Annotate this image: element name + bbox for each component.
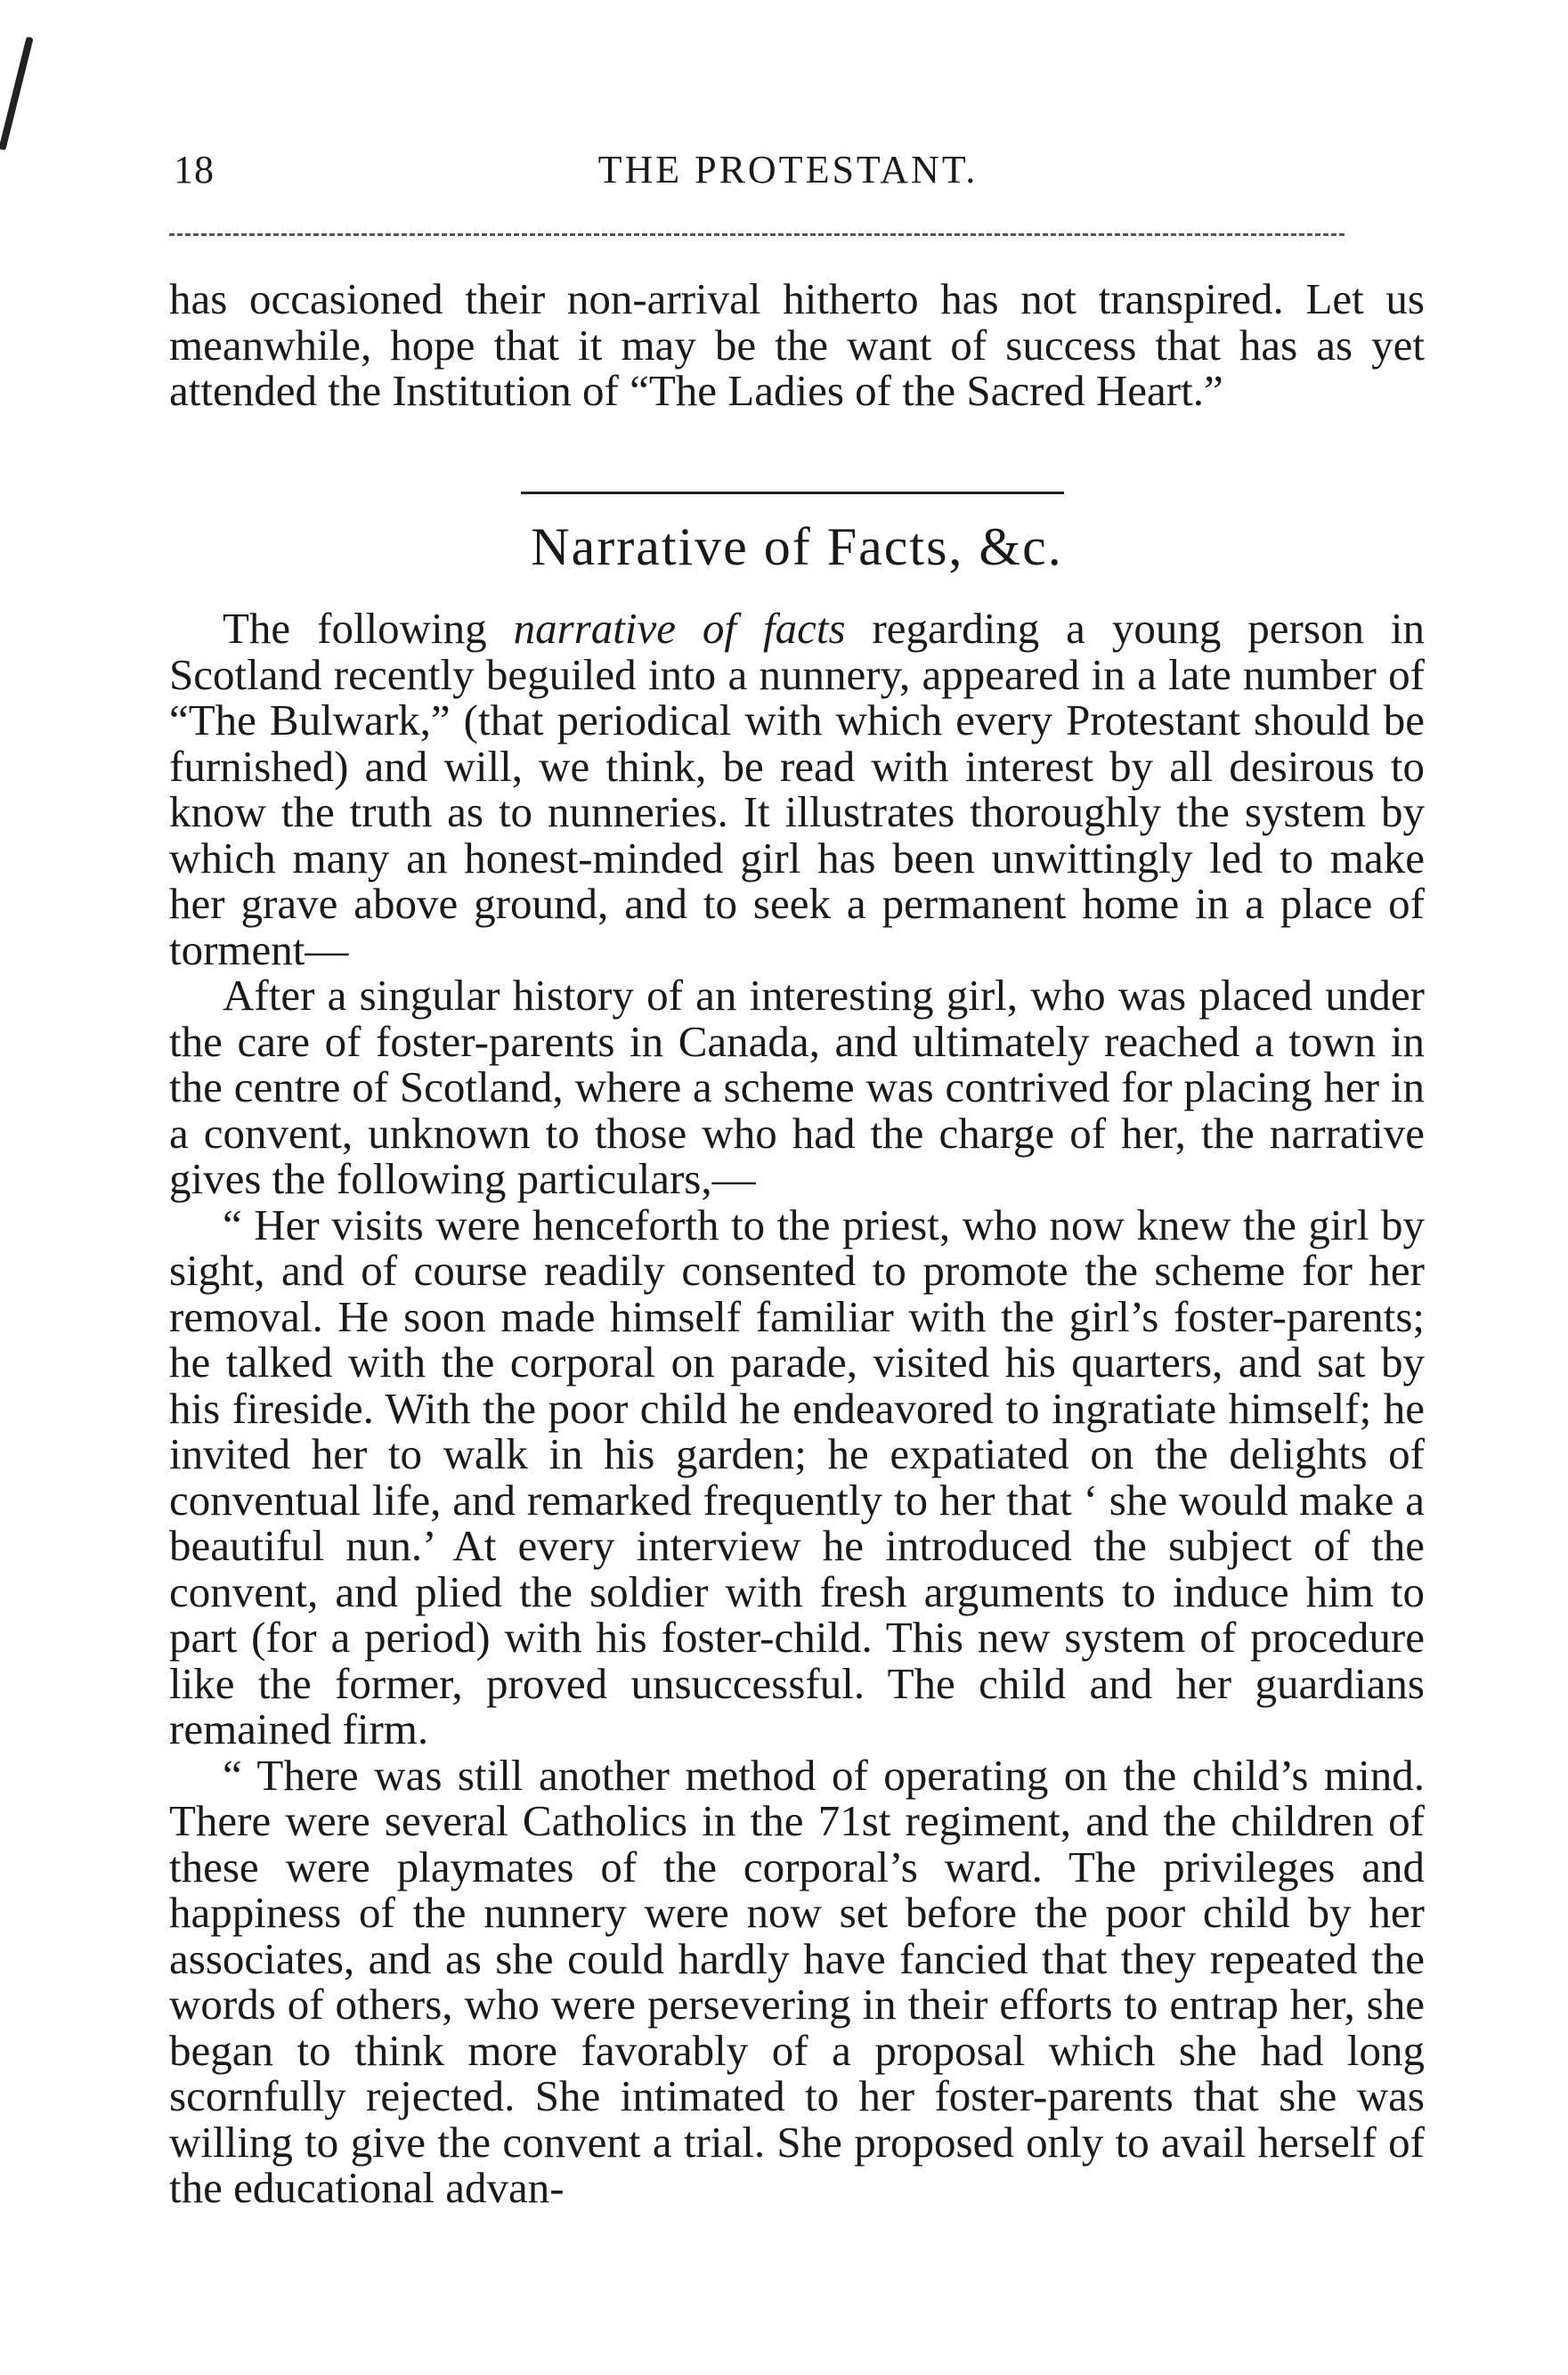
running-title: THE PROTESTANT. (597, 148, 979, 191)
intro-text-before: The following (223, 604, 514, 653)
page-header (156, 147, 1420, 209)
section-body (169, 606, 1425, 2211)
section-divider (521, 492, 1064, 494)
page-number: 18 (174, 148, 215, 191)
intro-text-after: regarding a young person in Scotland recently beguiled into a nunnery, appeared in a late number of “The Bulwark,” (that periodical with which every Protestant should be furnished) and will, we think, be read with interest by all desirous to know the truth as to nunneries. It illustrates thoroughly the system by which many an honest-minded girl has been unwittingly led to make her grave above ground, and to seek a permanent home in a place of torment— (169, 604, 1426, 974)
continuation-paragraph: has occasioned their non-arrival hitherto has not transpired. Let us meanwhile, hope that it may be the want of success that has as yet attended the Institution of “The Ladies of the Sacred Heart.” (169, 274, 1425, 415)
body-paragraph-1: After a singular history of an interesting girl, who was placed under the care of foster-parents in Canada, and ultimately reached a town in the centre of Scotland, where a scheme was contrived for placing her in a convent, unknown to those who had the charge of her, the narrative gives the following particulars,— (169, 971, 1425, 1203)
body-paragraph-3: “ There was still another method of operating on the child’s mind. There were several Catholics in the 71st regiment, and the children of these were playmates of the corporal’s ward. The privileges and happiness of the nunnery were now set before the poor child by her associates, and as she could hardly have fancied that they repeated the words of others, who were persevering in their efforts to entrap her, she began to think more favorably of a proposal which she had long scornfully rejected. She intimated to her foster-parents that she was willing to give the convent a trial. She proposed only to avail herself of the educational advan- (169, 1750, 1425, 2212)
header-divider (169, 233, 1345, 236)
intro-italic-text: narrative of facts (513, 604, 846, 653)
section-title: Narrative of Facts, &c. (531, 517, 1063, 576)
continuation-text (169, 276, 1425, 414)
intro-paragraph (169, 606, 1425, 972)
pencil-mark (0, 37, 34, 150)
body-paragraph-2: “ Her visits were henceforth to the priest, who now knew the girl by sight, and of course readily consented to promote the scheme for her removal. He soon made himself familiar with the girl’s foster-parents; he talked with the corporal on parade, visited his quarters, and sat by his fireside. With the poor child he endeavored to ingratiate himself; he invited her to walk in his garden; he expatiated on the delights of conventual life, and remarked frequently to her that ‘ she would make a beautiful nun.’ At every interview he introduced the subject of the convent, and plied the soldier with fresh arguments to induce him to part (for a period) with his foster-child. This new system of procedure like the former, proved unsuccessful. The child and her guardians remained firm. (169, 1200, 1425, 1753)
